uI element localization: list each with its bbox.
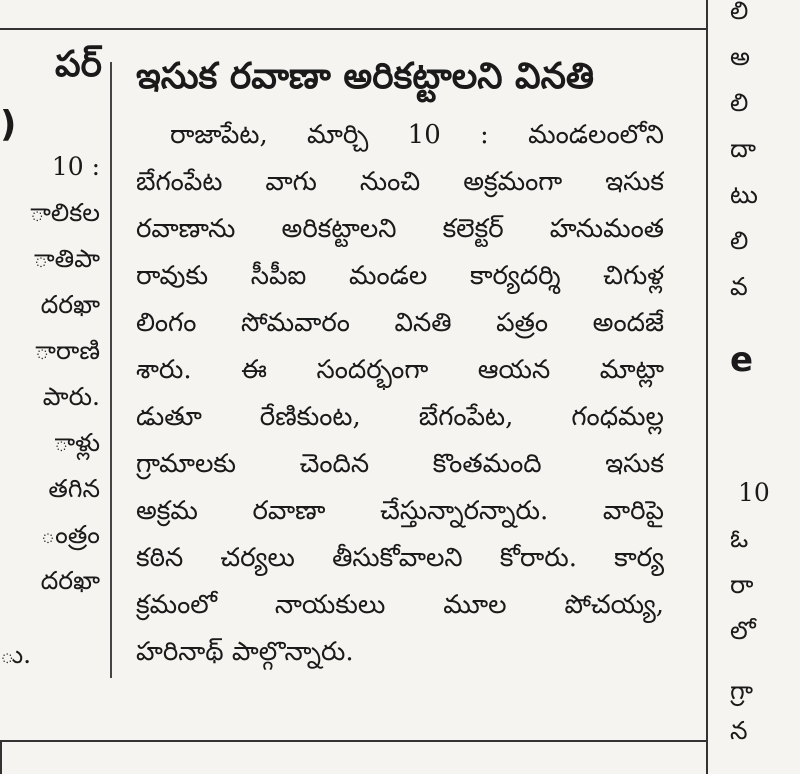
left-text-line: దరఖా (40, 566, 100, 595)
right-text-line: 10 (738, 478, 770, 507)
right-text-line: దా (730, 134, 757, 163)
right-headline-fragment: e (730, 340, 754, 380)
article-line: హరినాథ్ పాల్గొన్నారు. (136, 637, 354, 667)
right-text-line: అ (730, 42, 751, 71)
article-line: కఠిన చర్యలు తీసుకోవాలని కోరారు. కార్య (136, 543, 664, 573)
left-headline-fragment-2: ) (0, 104, 17, 145)
right-text-line: గ్రా (730, 676, 754, 705)
article-line: శారు. ఈ సందర్భంగా ఆయన మాట్లా (136, 355, 664, 385)
left-text-line: ారాణి (34, 336, 100, 365)
article-line: రావుకు సీపీఐ మండల కార్యదర్శి చిగుళ్ల (136, 261, 664, 291)
left-text-line: ాతిపా (33, 244, 100, 273)
left-text-line: ు. (0, 640, 32, 669)
left-text-line: పారు. (42, 382, 100, 411)
article-line: రాజాపేట, మార్చి 10 : మండలంలోని (170, 120, 664, 150)
right-text-line: లో (730, 616, 756, 645)
right-text-line: రా (730, 570, 754, 599)
article-line: క్రమంలో నాయకులు మూల పోచయ్య, (136, 590, 664, 620)
news-article (136, 52, 664, 676)
article-line: లింగం సోమవారం వినతి పత్రం అందజే (136, 308, 664, 338)
article-line: గ్రామాలకు చెందిన కొంతమంది ఇసుక (136, 449, 664, 479)
left-text-line: ాలికల (29, 198, 100, 227)
left-neighbor-article (0, 0, 108, 774)
right-text-line: న (730, 716, 748, 745)
left-text-line: ాళ్లు (54, 428, 100, 457)
right-text-line: టు (730, 180, 758, 209)
article-headline: ఇసుక రవాణా అరికట్టాలని వినతి (136, 56, 595, 97)
right-text-line: లి (730, 226, 749, 255)
right-text-line: లి (730, 0, 749, 25)
left-text-line: ంత్రం (40, 520, 100, 549)
left-text-line: తగిన (48, 474, 100, 503)
article-line: రవాణాను అరికట్టాలని కలెక్టర్ హనుమంత (136, 214, 664, 244)
right-text-line: వ (730, 272, 748, 301)
right-text-line: ఓ (730, 524, 749, 553)
right-text-line: లి (730, 88, 749, 117)
column-divider (110, 62, 112, 678)
article-body (136, 112, 664, 676)
left-headline-fragment: పర్ (55, 44, 102, 85)
left-text-line: 10 : (51, 152, 100, 181)
article-line: అక్రమ రవాణా చేస్తున్నారన్నారు. వారిపై (136, 496, 664, 526)
right-frame-rule (706, 0, 708, 774)
article-line: డుతూ రేణికుంట, బేగంపేట, గంధమల్ల (136, 402, 664, 432)
article-line: బేగంపేట వాగు నుంచి అక్రమంగా ఇసుక (136, 167, 664, 197)
left-text-line: దరఖా (40, 290, 100, 319)
right-neighbor-article (716, 0, 800, 774)
